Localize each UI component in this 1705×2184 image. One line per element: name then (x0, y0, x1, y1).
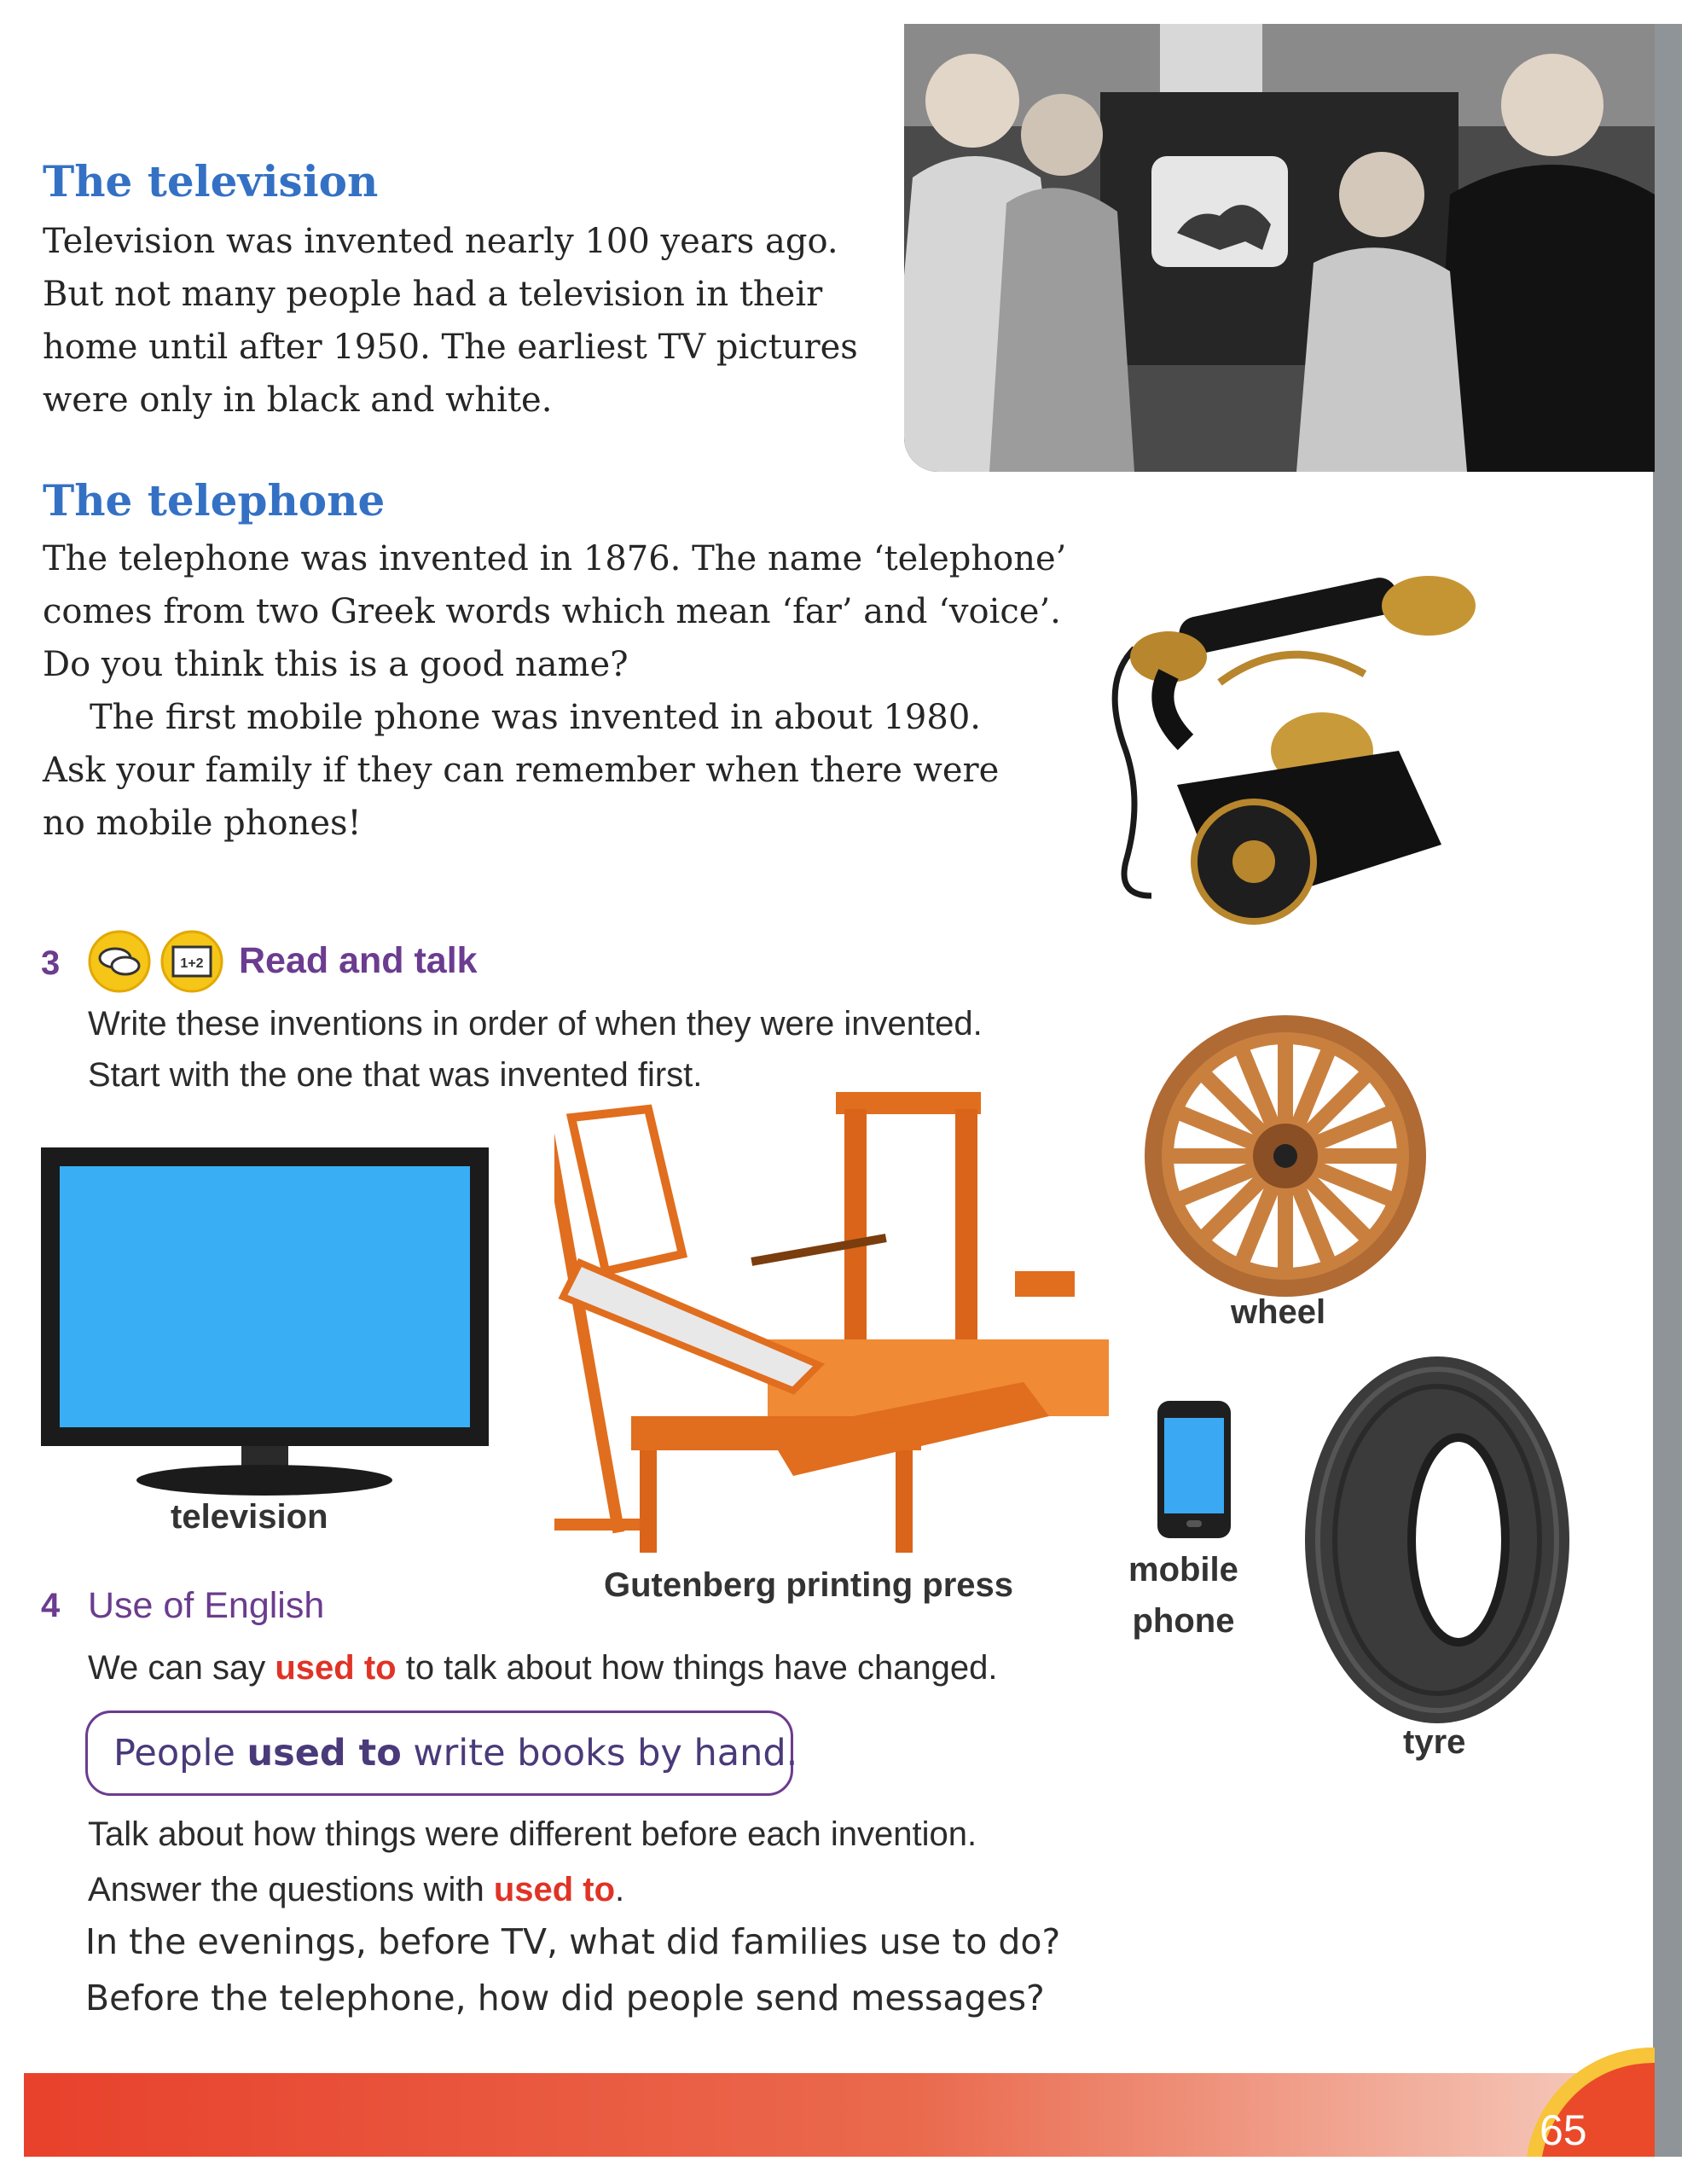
text-line: Do you think this is a good name? (43, 645, 629, 684)
photo-drawing (904, 24, 1655, 472)
text-line: no mobile phones! (43, 804, 362, 843)
activity-4-intro (88, 1642, 998, 1693)
example-sentence-box (85, 1711, 798, 1796)
printing-press-caption: Gutenberg printing press (604, 1566, 1014, 1604)
speech-bubbles-icon (88, 930, 151, 993)
intro-text: to talk about how things have changed. (396, 1649, 998, 1687)
tyre-image (1301, 1352, 1574, 1728)
used-to-highlight: used to (493, 1871, 616, 1908)
text-line: Television was invented nearly 100 years ago. (43, 222, 838, 261)
activity-4-instruction-1: Talk about how things were different before each invention. (88, 1815, 977, 1853)
television-image (41, 1147, 493, 1497)
telephone-heading: The telephone (43, 475, 386, 526)
intro-text: We can say (88, 1649, 275, 1687)
mobile-caption-line-2: phone (1132, 1602, 1235, 1640)
page-edge-bar (1653, 24, 1682, 2157)
text-line: home until after 1950. The earliest TV pictures (43, 328, 858, 367)
activity-3-title: Read and talk (239, 940, 478, 981)
text-line: Write these inventions in order of when they were invented. (88, 1005, 983, 1043)
text-line: comes from two Greek words which mean ‘far’ and ‘voice’. (43, 592, 1061, 631)
telephone-paragraph (43, 532, 1066, 850)
math-icon (160, 930, 223, 993)
wheel-image (1139, 1009, 1433, 1304)
printing-press-image (554, 1092, 1109, 1570)
television-paragraph (43, 215, 858, 427)
wheel-caption: wheel (1231, 1293, 1326, 1331)
question-1: In the evenings, before TV, what did families use to do? (85, 1921, 1061, 1962)
instruction-text: . (615, 1871, 625, 1908)
activity-3-instructions (88, 998, 983, 1101)
activity-3-number: 3 (41, 944, 61, 982)
activity-4-instruction-2 (88, 1864, 624, 1915)
antique-telephone-image (1083, 529, 1493, 938)
page-number: 65 (1540, 2106, 1587, 2154)
math-icon-label: 1+2 (180, 956, 204, 971)
mobile-caption-line-1: mobile (1128, 1551, 1238, 1589)
example-text: People (113, 1732, 247, 1774)
television-heading: The television (43, 156, 379, 206)
text-line: Ask your family if they can remember when there were (43, 751, 1000, 790)
text-line: The first mobile phone was invented in about 1980. (90, 698, 981, 737)
instruction-text: Answer the questions with (88, 1871, 494, 1908)
example-highlight: used to (246, 1732, 402, 1774)
text-line: were only in black and white. (43, 380, 553, 420)
text-line: Start with the one that was invented first. (88, 1056, 703, 1094)
footer-band (24, 2073, 1653, 2157)
tyre-caption: tyre (1403, 1723, 1466, 1761)
mobile-phone-image (1156, 1399, 1232, 1540)
television-caption: television (171, 1498, 328, 1536)
activity-4-title: Use of English (88, 1585, 325, 1626)
text-line: The telephone was invented in 1876. The name ‘telephone’ (43, 539, 1067, 578)
mobile-phone-caption (1128, 1544, 1238, 1647)
activity-4-number: 4 (41, 1587, 61, 1624)
example-text: write books by hand. (401, 1732, 798, 1774)
used-to-highlight: used to (275, 1649, 397, 1687)
family-watching-tv-photo (904, 24, 1655, 472)
question-2: Before the telephone, how did people send messages? (85, 1978, 1045, 2018)
text-line: But not many people had a television in their (43, 275, 823, 314)
